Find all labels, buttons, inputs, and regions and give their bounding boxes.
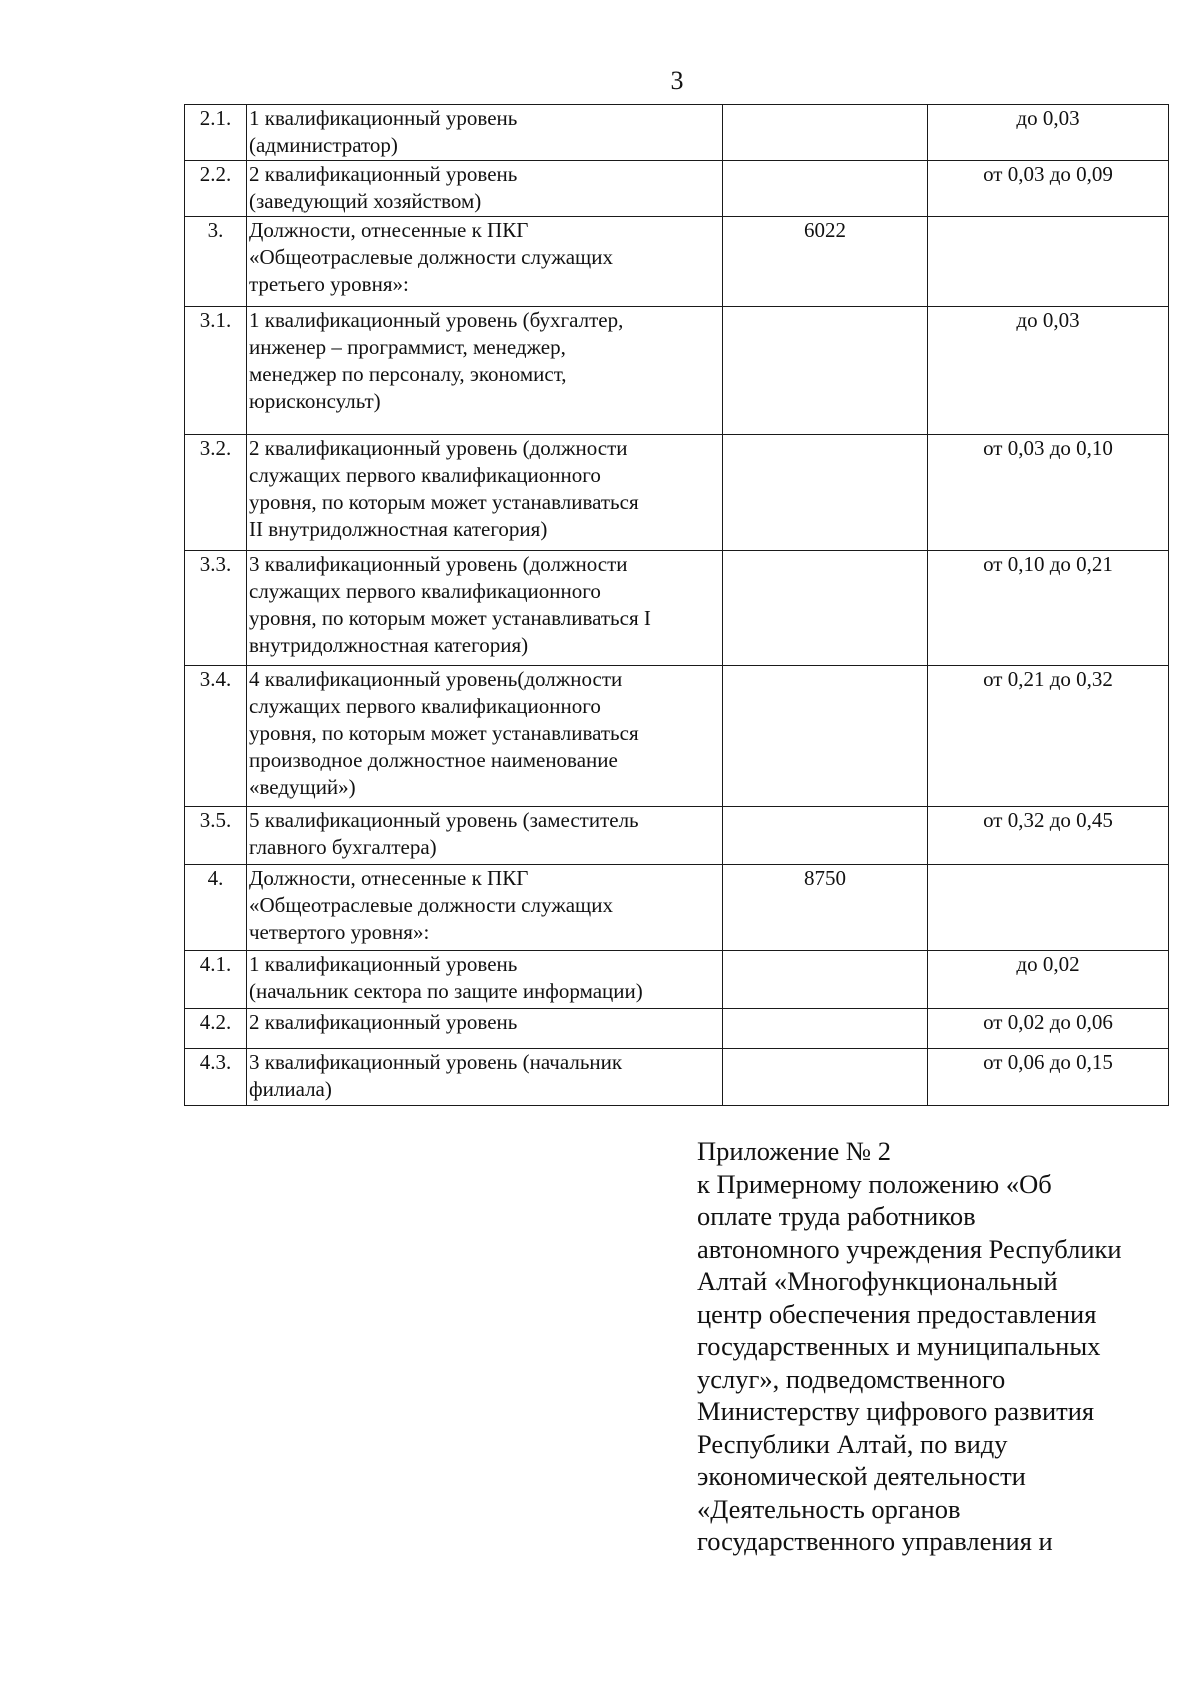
position-description: 2 квалификационный уровень (заведующий хозяйством) (247, 161, 723, 217)
base-salary (723, 161, 928, 217)
coefficient (928, 217, 1169, 307)
table-row (185, 951, 1169, 1009)
position-description: 1 квалификационный уровень (начальник сектора по защите информации) (247, 951, 723, 1009)
coefficient: от 0,02 до 0,06 (928, 1009, 1169, 1049)
base-salary (723, 807, 928, 865)
page-number: 3 (670, 66, 684, 95)
appendix-line: государственных и муниципальных (697, 1331, 1101, 1361)
row-number: 3.5. (185, 807, 247, 865)
row-number: 3. (185, 217, 247, 307)
appendix-title: Приложение № 2 (697, 1136, 892, 1166)
table-row (185, 807, 1169, 865)
row-number: 2.1. (185, 105, 247, 161)
appendix-heading (697, 1135, 1167, 1558)
position-description: 5 квалификационный уровень (заместитель главного бухгалтера) (247, 807, 723, 865)
appendix-line: Алтай «Многофункциональный (697, 1266, 1058, 1296)
table-row (185, 865, 1169, 951)
base-salary (723, 666, 928, 807)
appendix-line: центр обеспечения предоставления (697, 1298, 1097, 1329)
coefficient: до 0,03 (928, 105, 1169, 161)
appendix-line: оплате труда работников (697, 1201, 976, 1231)
table-row (185, 551, 1169, 666)
position-description: 3 квалификационный уровень (начальник филиала) (247, 1049, 723, 1106)
table-row (185, 1049, 1169, 1106)
row-number: 4. (185, 865, 247, 951)
appendix-line: «Деятельность органов (697, 1493, 961, 1524)
appendix-line: экономической деятельности (697, 1461, 1026, 1491)
coefficient: до 0,02 (928, 951, 1169, 1009)
coefficient: от 0,06 до 0,15 (928, 1049, 1169, 1106)
position-description: 2 квалификационный уровень (должности служащих первого квалификационного уровня, по которым может устанавливаться II внутридолжностная категория) (247, 435, 723, 551)
row-number: 4.1. (185, 951, 247, 1009)
coefficient: от 0,21 до 0,32 (928, 666, 1169, 807)
position-description: 4 квалификационный уровень(должности служащих первого квалификационного уровня, по которым может устанавливаться производное должностное наименование «ведущий») (247, 666, 723, 807)
coefficient (928, 865, 1169, 951)
base-salary: 8750 (723, 865, 928, 951)
base-salary (723, 307, 928, 435)
base-salary (723, 435, 928, 551)
base-salary (723, 951, 928, 1009)
base-salary (723, 1049, 928, 1106)
table-row (185, 666, 1169, 807)
table-row (185, 307, 1169, 435)
appendix-line: Республики Алтай, по виду (697, 1428, 1008, 1459)
position-description: 2 квалификационный уровень (247, 1009, 723, 1049)
base-salary (723, 105, 928, 161)
table-row (185, 105, 1169, 161)
position-description: 1 квалификационный уровень (администратор) (247, 105, 723, 161)
appendix-line: услуг», подведомственного (697, 1363, 1006, 1394)
table-row (185, 217, 1169, 307)
row-number: 2.2. (185, 161, 247, 217)
table-row (185, 1009, 1169, 1049)
salary-table (184, 104, 1169, 1106)
coefficient: до 0,03 (928, 307, 1169, 435)
position-description: Должности, отнесенные к ПКГ «Общеотраслевые должности служащих четвертого уровня»: (247, 865, 723, 951)
coefficient: от 0,03 до 0,10 (928, 435, 1169, 551)
coefficient: от 0,32 до 0,45 (928, 807, 1169, 865)
table-row (185, 435, 1169, 551)
position-description: 1 квалификационный уровень (бухгалтер, инженер – программист, менеджер, менеджер по персоналу, экономист, юрисконсульт) (247, 307, 723, 435)
appendix-line: автономного учреждения Республики (697, 1233, 1122, 1264)
base-salary: 6022 (723, 217, 928, 307)
appendix-line: государственного управления и (697, 1526, 1053, 1556)
row-number: 3.4. (185, 666, 247, 807)
appendix-line: Министерству цифрового развития (697, 1396, 1095, 1426)
base-salary (723, 551, 928, 666)
row-number: 3.1. (185, 307, 247, 435)
row-number: 3.3. (185, 551, 247, 666)
row-number: 3.2. (185, 435, 247, 551)
appendix-line: к Примерному положению «Об (697, 1168, 1052, 1199)
coefficient: от 0,03 до 0,09 (928, 161, 1169, 217)
position-description: Должности, отнесенные к ПКГ «Общеотраслевые должности служащих третьего уровня»: (247, 217, 723, 307)
table-row (185, 161, 1169, 217)
row-number: 4.2. (185, 1009, 247, 1049)
row-number: 4.3. (185, 1049, 247, 1106)
position-description: 3 квалификационный уровень (должности служащих первого квалификационного уровня, по которым может устанавливаться I внутридолжностная категория) (247, 551, 723, 666)
base-salary (723, 1009, 928, 1049)
coefficient: от 0,10 до 0,21 (928, 551, 1169, 666)
